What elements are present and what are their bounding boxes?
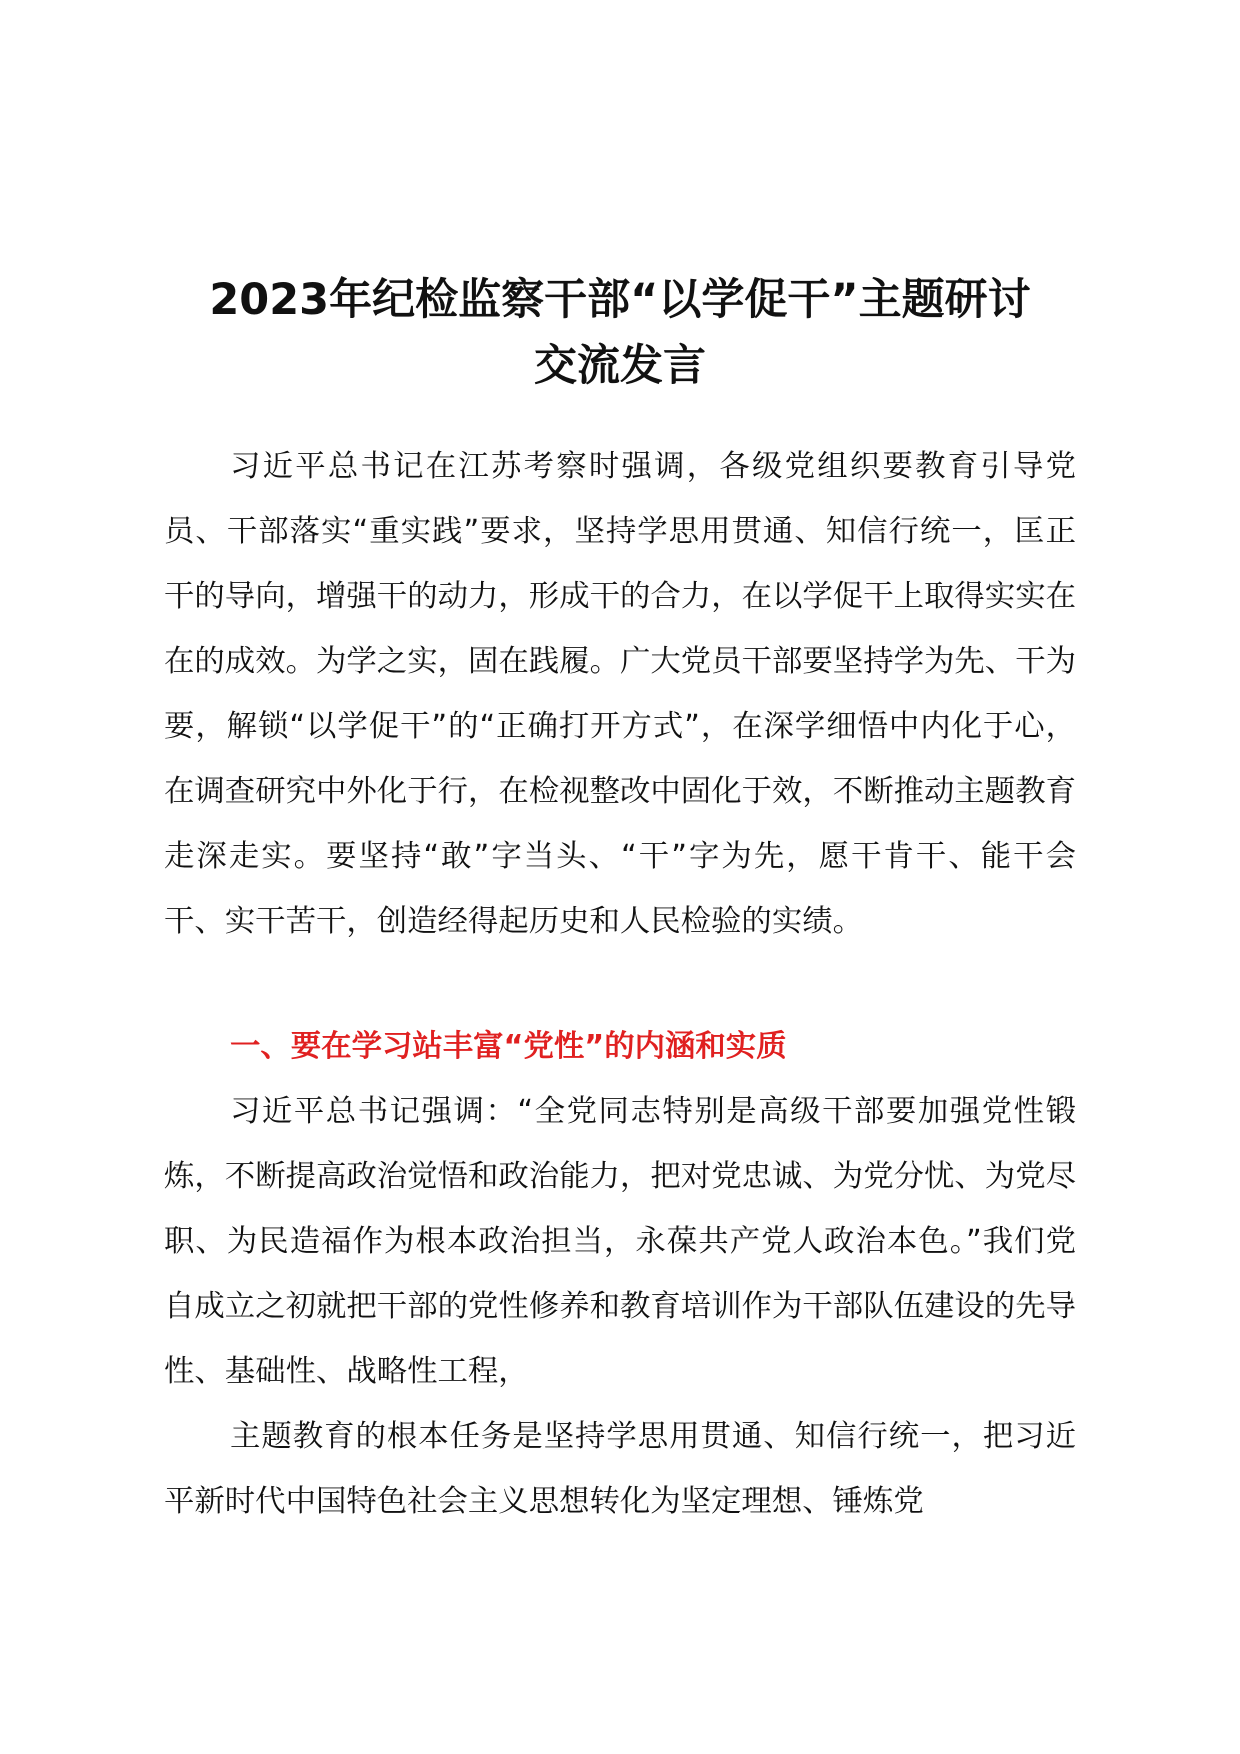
body-paragraph-2: 习近平总书记强调：“全党同志特别是高级干部要加强党性锻炼，不断提高政治觉悟和政治能力，把对党忠诚、为党分忧、为党尽职、为民造福作为根本政治担当，永葆共产党人政治本色。”我们党自成立之初就把干部的党性修养和教育培训作为干部队伍建设的先导性、基础性、战略性工程， <box>164 1094 1076 1389</box>
document-title-line-2: 交流发言 <box>534 341 706 391</box>
section-heading-1: 一、要在学习站丰富“党性”的内涵和实质 <box>230 1029 787 1064</box>
body-paragraph-3: 主题教育的根本任务是坚持学思用贯通、知信行统一，把习近平新时代中国特色社会主义思想转化为坚定理想、锤炼党 <box>164 1419 1076 1519</box>
body-paragraph-1: 习近平总书记在江苏考察时强调，各级党组织要教育引导党员、干部落实“重实践”要求，坚持学思用贯通、知信行统一，匡正干的导向，增强干的动力，形成干的合力，在以学促干上取得实实在在的成效。为学之实，固在践履。广大党员干部要坚持学为先、干为要，解锁“以学促干”的“正确打开方式”，在深学细悟中内化于心，在调查研究中外化于行，在检视整改中固化于效，不断推动主题教育走深走实。要坚持“敢”字当头、“干”字为先，愿干肯干、能干会干、实干苦干，创造经得起历史和人民检验的实绩。 <box>164 449 1076 939</box>
document-title-line-1: 2023年纪检监察干部“以学促干”主题研讨 <box>209 275 1031 325</box>
